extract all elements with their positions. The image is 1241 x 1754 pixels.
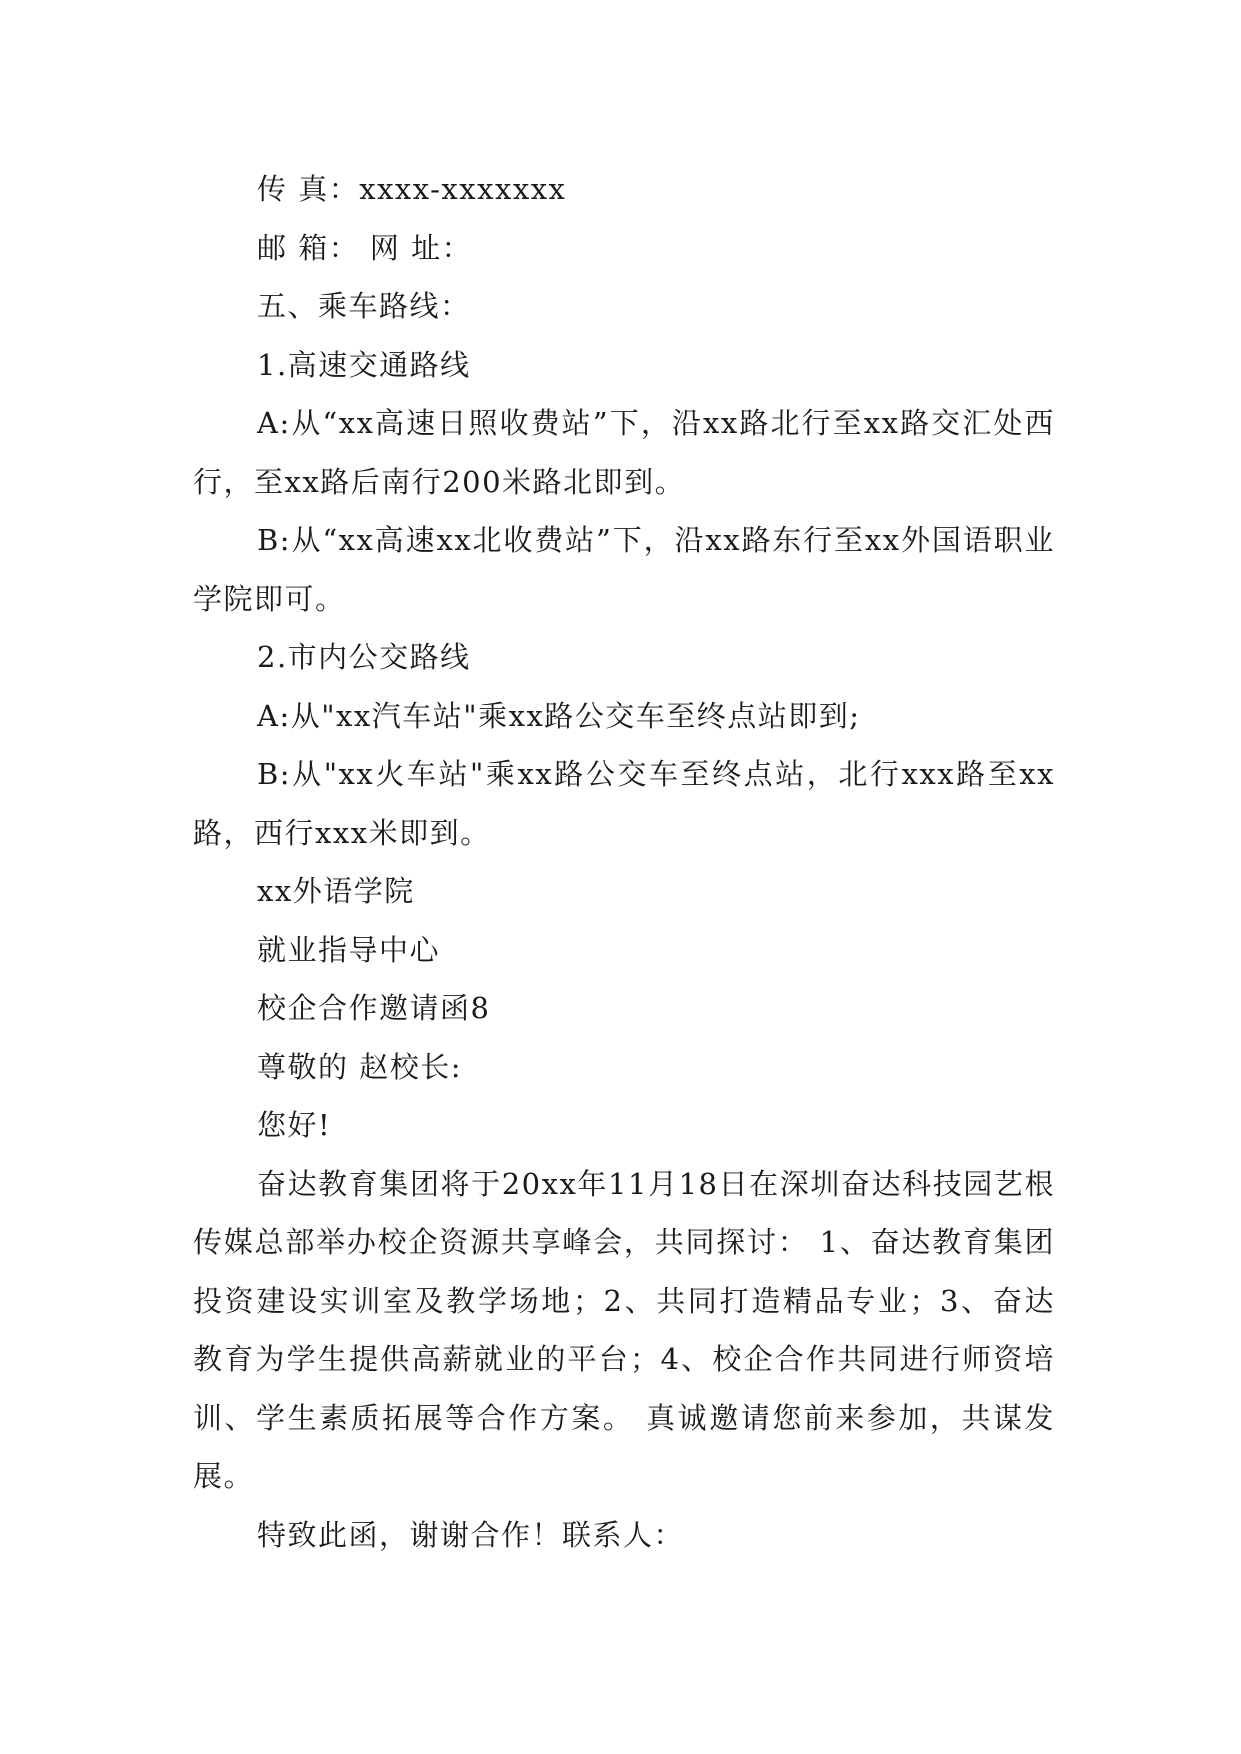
salutation: 尊敬的 赵校长: — [257, 1049, 462, 1084]
document-body — [193, 160, 1055, 1564]
bus-route-a: A:从"xx汽车站"乘xx路公交车至终点站即到; — [257, 698, 861, 733]
letter-title: 校企合作邀请函8 — [257, 991, 491, 1025]
subheading-highway-routes: 1.高速交通路线 — [257, 347, 471, 382]
greeting: 您好! — [257, 1108, 332, 1142]
highway-route-b: B:从“xx高速xx北收费站”下，沿xx路东行至xx外国语职业学院即可。 — [193, 523, 1055, 616]
highway-route-a: A:从“xx高速日照收费站”下，沿xx路北行至xx路交汇处西行，至xx路后南行200米路北即到。 — [193, 406, 1055, 499]
bus-route-b: B:从"xx火车站"乘xx路公交车至终点站，北行xxx路至xx路，西行xxx米即到。 — [193, 757, 1055, 850]
signature-department: 就业指导中心 — [257, 932, 441, 967]
closing-contact: 特致此函，谢谢合作！联系人： — [257, 1517, 685, 1552]
section-heading-routes: 五、乘车路线： — [257, 289, 471, 323]
subheading-bus-routes: 2.市内公交路线 — [257, 640, 471, 674]
invitation-body: 奋达教育集团将于20xx年11月18日在深圳奋达科技园艺根传媒总部举办校企资源共享峰会，共同探讨： 1、奋达教育集团投资建设实训室及教学场地；2、共同打造精品专业；3、奋达教育为学生提供高薪就业的平台；4、校企合作共同进行师资培训、学生素质拓展等合作方案。 真诚邀请您前来参加，共谋发展。 — [193, 1166, 1055, 1493]
email-website-line: 邮 箱： 网 址： — [257, 230, 473, 265]
signature-school: xx外语学院 — [257, 874, 415, 908]
fax-line: 传 真：xxxx-xxxxxxx — [257, 172, 567, 206]
